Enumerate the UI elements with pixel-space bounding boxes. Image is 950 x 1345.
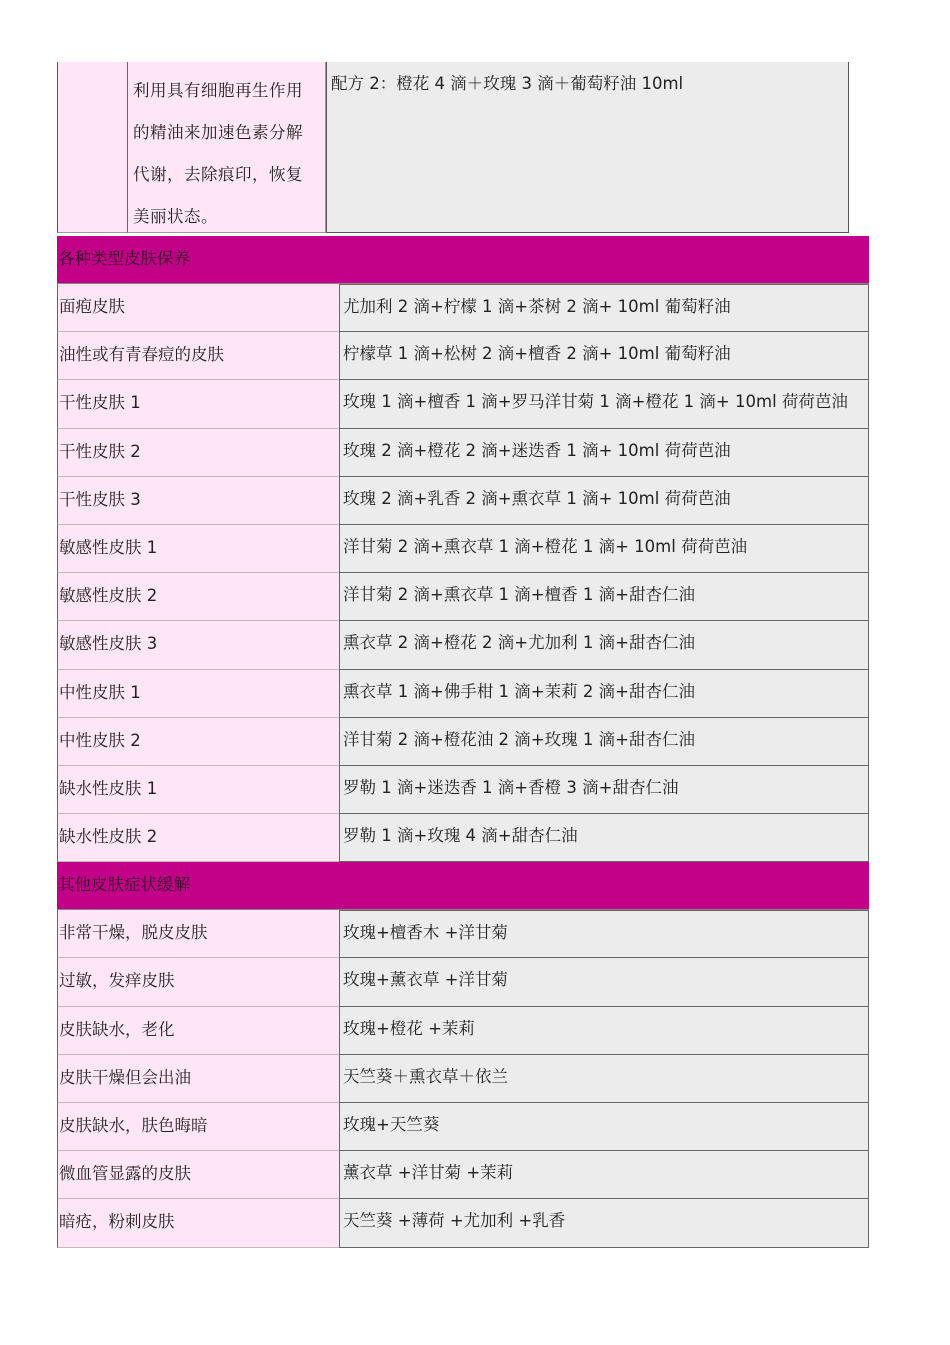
recipe-cell: 罗勒 1 滴+玫瑰 4 滴+甜杏仁油 bbox=[339, 814, 869, 862]
recipe-cell: 薰衣草 +洋甘菊 +茉莉 bbox=[339, 1151, 869, 1199]
table-row bbox=[57, 1199, 869, 1247]
table-row bbox=[57, 429, 869, 477]
recipe-cell: 柠檬草 1 滴+松树 2 滴+檀香 2 滴+ 10ml 葡萄籽油 bbox=[339, 332, 869, 380]
recipe-cell: 洋甘菊 2 滴+熏衣草 1 滴+檀香 1 滴+甜杏仁油 bbox=[339, 573, 869, 621]
skin-type-cell: 敏感性皮肤 2 bbox=[57, 573, 339, 621]
skin-type-cell: 油性或有青春痘的皮肤 bbox=[57, 332, 339, 380]
table-row bbox=[57, 670, 869, 718]
table-row bbox=[57, 477, 869, 525]
section-header: 其他皮肤症状缓解 bbox=[57, 862, 869, 910]
table-row bbox=[57, 573, 869, 621]
skin-type-cell: 面疱皮肤 bbox=[57, 284, 339, 332]
recipe-cell: 天竺葵＋熏衣草＋依兰 bbox=[339, 1055, 869, 1103]
formula-cell bbox=[326, 62, 849, 233]
recipe-cell: 玫瑰 2 滴+橙花 2 滴+迷迭香 1 滴+ 10ml 荷荷芭油 bbox=[339, 429, 869, 477]
recipe-cell: 玫瑰 1 滴+檀香 1 滴+罗马洋甘菊 1 滴+橙花 1 滴+ 10ml 荷荷芭油 bbox=[339, 380, 869, 428]
table-row bbox=[57, 1103, 869, 1151]
recipe-cell: 熏衣草 2 滴+橙花 2 滴+尤加利 1 滴+甜杏仁油 bbox=[339, 621, 869, 669]
table-row bbox=[57, 380, 869, 428]
recipe-cell: 玫瑰+天竺葵 bbox=[339, 1103, 869, 1151]
skin-type-cell: 皮肤缺水，肤色晦暗 bbox=[57, 1103, 339, 1151]
recipe-cell: 玫瑰 2 滴+乳香 2 滴+熏衣草 1 滴+ 10ml 荷荷芭油 bbox=[339, 477, 869, 525]
section-rows bbox=[57, 910, 869, 1247]
recipe-cell: 洋甘菊 2 滴+橙花油 2 滴+玫瑰 1 滴+甜杏仁油 bbox=[339, 718, 869, 766]
table-row bbox=[57, 718, 869, 766]
skin-type-cell: 敏感性皮肤 1 bbox=[57, 525, 339, 573]
recipe-cell: 玫瑰+薰衣草 +洋甘菊 bbox=[339, 958, 869, 1006]
table-row bbox=[57, 958, 869, 1006]
table-row bbox=[57, 1151, 869, 1199]
skin-type-cell: 干性皮肤 1 bbox=[57, 380, 339, 428]
category-cell bbox=[57, 62, 128, 233]
table-row bbox=[57, 1007, 869, 1055]
skin-type-cell: 非常干燥，脱皮皮肤 bbox=[57, 910, 339, 958]
top-partial-row bbox=[57, 62, 849, 235]
recipe-cell: 罗勒 1 滴+迷迭香 1 滴+香橙 3 滴+甜杏仁油 bbox=[339, 766, 869, 814]
recipe-cell: 熏衣草 1 滴+佛手柑 1 滴+茉莉 2 滴+甜杏仁油 bbox=[339, 670, 869, 718]
description-cell bbox=[128, 62, 326, 233]
table-row bbox=[57, 1055, 869, 1103]
table-row bbox=[57, 525, 869, 573]
skin-type-cell: 中性皮肤 1 bbox=[57, 670, 339, 718]
table-row bbox=[57, 284, 869, 332]
skin-type-cell: 皮肤干燥但会出油 bbox=[57, 1055, 339, 1103]
recipe-cell: 洋甘菊 2 滴+熏衣草 1 滴+橙花 1 滴+ 10ml 荷荷芭油 bbox=[339, 525, 869, 573]
skin-type-cell: 缺水性皮肤 2 bbox=[57, 814, 339, 862]
table-row bbox=[57, 766, 869, 814]
description-line: 利用具有细胞再生作用 bbox=[133, 81, 303, 100]
description-line: 美丽状态。 bbox=[133, 207, 218, 226]
skin-type-cell: 中性皮肤 2 bbox=[57, 718, 339, 766]
skin-type-cell: 微血管显露的皮肤 bbox=[57, 1151, 339, 1199]
table-row bbox=[57, 332, 869, 380]
table-row bbox=[57, 814, 869, 862]
recipe-cell: 天竺葵 +薄荷 +尤加利 +乳香 bbox=[339, 1199, 869, 1247]
skin-type-cell: 暗疮，粉刺皮肤 bbox=[57, 1199, 339, 1247]
formula-text: 配方 2：橙花 4 滴＋玫瑰 3 滴＋葡萄籽油 10ml bbox=[331, 74, 684, 93]
recipe-cell: 玫瑰+檀香木 +洋甘菊 bbox=[339, 910, 869, 958]
recipe-cell: 尤加利 2 滴+柠檬 1 滴+茶树 2 滴+ 10ml 葡萄籽油 bbox=[339, 284, 869, 332]
section-rows bbox=[57, 284, 869, 862]
skin-type-cell: 干性皮肤 3 bbox=[57, 477, 339, 525]
table-row bbox=[57, 910, 869, 958]
section-header: 各种类型皮肤保养 bbox=[57, 236, 869, 284]
description-line: 代谢，去除痕印，恢复 bbox=[133, 165, 303, 184]
skin-care-table bbox=[57, 236, 869, 1248]
description-line: 的精油来加速色素分解 bbox=[133, 123, 303, 142]
skin-type-cell: 敏感性皮肤 3 bbox=[57, 621, 339, 669]
skin-type-cell: 过敏，发痒皮肤 bbox=[57, 958, 339, 1006]
table-row bbox=[57, 621, 869, 669]
recipe-cell: 玫瑰+橙花 +茉莉 bbox=[339, 1007, 869, 1055]
skin-type-cell: 缺水性皮肤 1 bbox=[57, 766, 339, 814]
skin-type-cell: 干性皮肤 2 bbox=[57, 429, 339, 477]
skin-type-cell: 皮肤缺水，老化 bbox=[57, 1007, 339, 1055]
